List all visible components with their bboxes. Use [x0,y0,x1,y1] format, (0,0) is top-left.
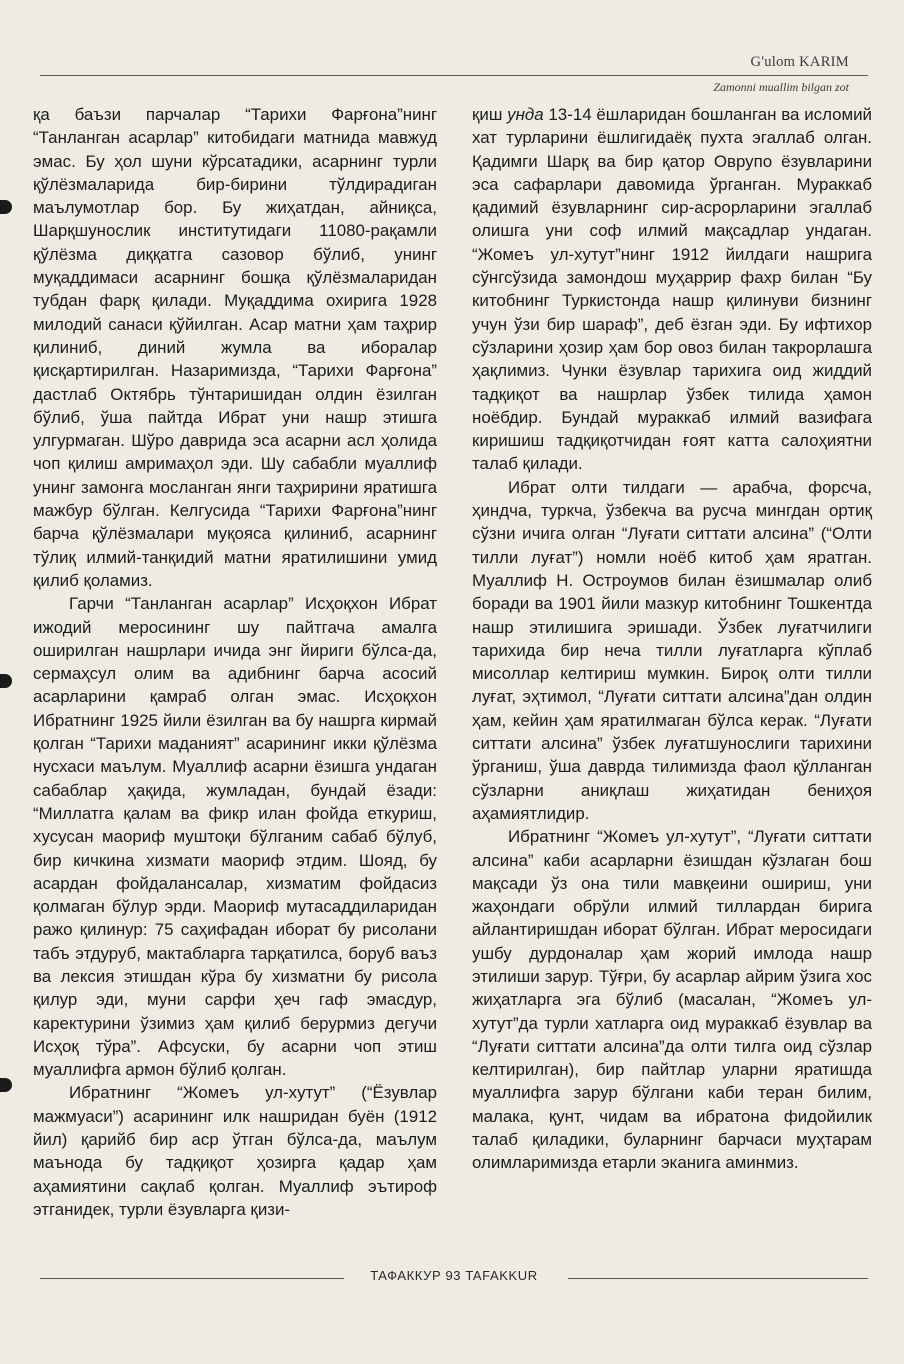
right-p1-rest: 13-14 ёшларидан бошланган ва исломий хат турларини ёшлигидаёқ пухта эгаллаб олган. Қадимги Шарқ ва бир қатор Оврупо ёзувларини эса сафарлари давомида ўрганган. Мураккаб қадимий ёзувларнинг сир-асрорларини эгаллаб олишга уни соф илмий мақсадлар ундаган. “Жомеъ ул-хутут”нинг 1912 йилдаги нашрига сўнгсўзида замондош муҳаррир фахр билан “Бу китобнинг Туркистонда нашр қилинуви бизнинг учун ўзи бир шараф”, деб ёзган эди. Бу ифтихор сўзларини ҳозир ҳам бор овоз билан такрорлашга ҳақлимиз. Чунки ёзувлар тарихига оид жиддий тадқиқот ва нашрлар ўзбек тилида ҳамон ноёбдир. Бундай мураккаб илмий вазифага киришиш тадқиқотчидан ғоят катта салоҳиятни талаб қилади. [472,105,872,474]
binder-hole-top [0,200,12,214]
binder-hole-middle [0,674,12,688]
running-head [751,54,849,71]
right-paragraph-2: Ибрат олти тилдаги — арабча, форсча, ҳиндча, туркча, ўзбекча ва русча мингдан ортиқ сўзни ичига олган “Луғати ситтати алсина” (“Олти тилли луғат”) номли ноёб китоб ҳам яратган. Муаллиф Н. Остроумов билан ёзишмалар олиб боради ва 1901 йили мазкур китобнинг Тошкентда нашр этилишига эришади. Ўзбек луғатчилиги тарихида бир неча тилли луғатларга кўплаб мисоллар келтириш мумкин. Бироқ олти тилли луғат, эҳтимол, “Луғати ситтати алсина”дан олдин ҳам, кейин ҳам яратилмаган бўлса керак. “Луғати ситтати алсина” ўзбек луғатшунослиги тарихини ўрганиш, ўша даврда тилимизда фаол қўлланган сўзларни аниқлаш жиҳатидан бениҳоя аҳамиятлидир. [472,477,872,823]
header-author: G'ulom KARIM [750,54,849,70]
header-rule [40,75,868,76]
page-footer [40,1268,868,1292]
footer-text: ТАФАККУР 93 TAFAKKUR [370,1268,538,1283]
right-column [472,103,872,1175]
header-article-title: Zamonni muallim bilgan zot [713,80,849,94]
left-paragraph-3: Ибратнинг “Жомеъ ул-хутут” (“Ёзувлар мажмуаси”) асарининг илк нашридан буён (1912 йил) қарийб бир аср ўтган бўлса-да, маълум маънода бу тадқиқот ҳозирга қадар ҳам аҳамиятини сақлаб қолган. Муаллиф эътироф этганидек, турли ёзувларга қизи- [33,1083,437,1219]
left-column [33,103,437,1221]
left-paragraph-2: Гарчи “Танланган асарлар” Исҳоқхон Ибрат ижодий меросининг шу пайтгача амалга оширилган нашрлари ичида энг йириги бўлса-да, сермаҳсул олим ва адибнинг барча асосий асарларини қамраб олган эмас. Исҳоқхон Ибратнинг 1925 йили ёзилган ва бу нашрга кирмай қолган “Тарихи маданият” асарининг икки қўлёзма нусхаси маълум. Муаллиф асарни ёзишга ундаган сабаблар ҳақида, жумладан, бундай ёзади: “Миллатга қалам ва фикр илан фойда еткуриш, хусусан маориф муштоқи бўлганим сабаб бўлуб, бир кичкина хизмати маориф этдим. Шояд, бу асардан фойдалансалар, хизматим фойдасиз қолмаган бўлур эрди. Маориф мутасаддиларидан ражо қилинур: 75 саҳифадан иборат бу рисолани табъ этдуруб, мактабларга тарқатилса, боруб ваъз ва лексия этишдан кўра бу хизматни бу рисола қилур эди, муни сарфи ҳеч гаф эмасдур, каректурини ўзимиз ҳам қилиб берурмиз дегучи Исҳоқ тўра”. Афсуски, бу асарни чоп этиш муаллифга армон бўлиб қолган. [33,594,437,1080]
left-paragraph-1: қа баъзи парчалар “Тарихи Фарғона”нинг “Танланган асарлар” китобидаги матнида мавжуд эмас. Бу ҳол шуни кўрсатадики, асарнинг турли қўлёзмаларида бир-бирини тўлдирадиган маълумотлар бор. Бу жиҳатдан, айниқса, Шарқшунослик институтидаги 11080-рақамли қўлёзма диққатга сазовор бўлиб, унинг муқаддимаси асарнинг бошқа қўлёзмаларидан тубдан фарқ қилади. Муқаддима охирига 1928 милодий санаси қўйилган. Асар матни ҳам таҳрир қилиниб, диний жумла ва иборалар қисқартирилган. Назаримизда, “Тарихи Фарғона” дастлаб Октябрь тўнтаришидан олдин ёзилган бўлиб, ўша пайтда Ибрат уни нашр этишга улгурмаган. Шўро даврида эса асарни асл ҳолида чоп қилиш амримаҳол эди. Шу сабабли муаллиф унинг замонга мосланган янги таҳририни яратишга мажбур бўлган. Келгусида “Тарихи Фарғона”нинг барча қўлёзмалари муқояса қилиниб, асарнинг тўлиқ илмий-танқидий матни яратилишини умид қилиб қоламиз. [33,105,437,590]
right-p1-emphasis: унда [507,105,544,124]
right-p1-start: қиш [472,105,508,124]
right-paragraph-1 [472,103,872,476]
right-paragraph-3: Ибратнинг “Жомеъ ул-хутут”, “Луғати ситтати алсина” каби асарларни ёзишдан кўзлаган бош мақсади ўз она тили мавқеини ошириш, уни жаҳондаги обрўли илмий тиллардан бирига айлантиришдан иборат бўлган. Ибрат меросидаги ушбу дурдоналар ҳам жорий имлода нашр этилиши зарур. Тўғри, бу асарлар айрим ўзига хос жиҳатларга эга бўлиб (масалан, “Жомеъ ул-хутут”да турли хатларга оид мураккаб ёзувлар ва “Луғати ситтати алсина”да олти тилга оид сўзлар келтирилган), бир пайтлар уларни яратишда муаллифга зарур бўлгани каби теран билим, малака, қунт, чидам ва ибратона фидойилик талаб қиладики, буларнинг барчаси муҳтарам олимларимизда етарли эканига аминмиз. [472,827,872,1173]
footer-rule-right [568,1278,868,1279]
binder-hole-bottom [0,1078,12,1092]
